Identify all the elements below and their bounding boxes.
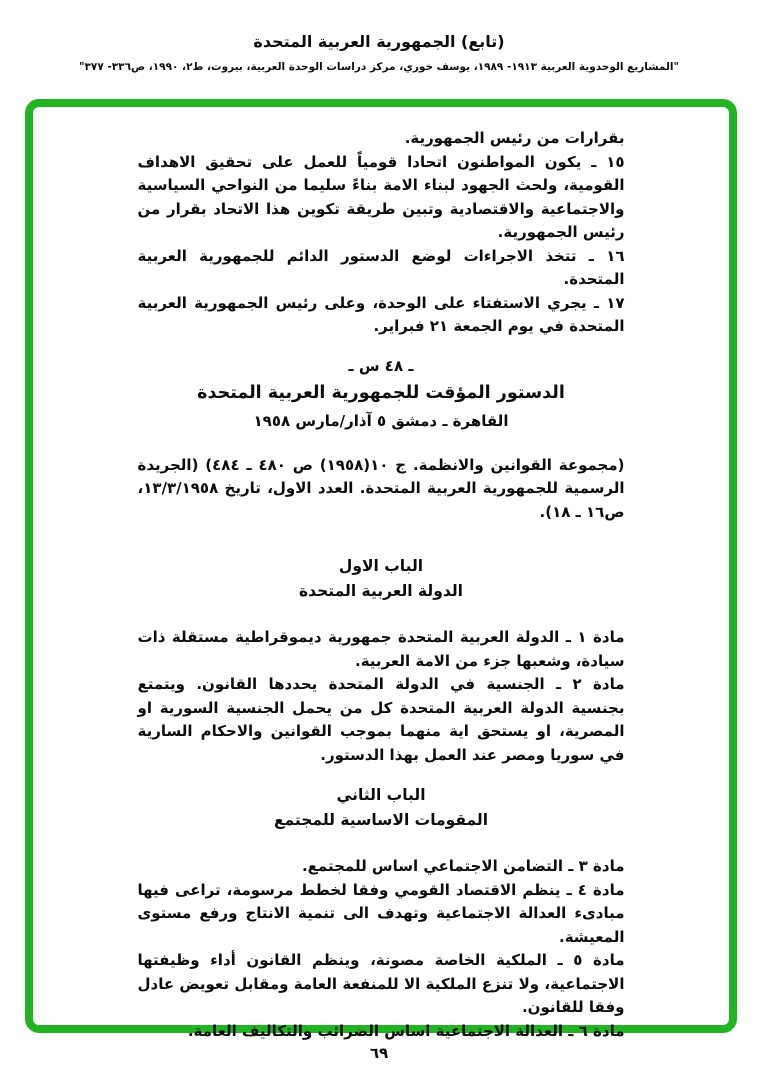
section-1-title: الدولة العربية المتحدة: [299, 582, 463, 600]
article-2: مادة ٢ ـ الجنسية في الدولة المتحدة يحددها القانون. ويتمتع بجنسية الدولة العربية المتحدة كل من يحمل الجنسية السورية او المصرية، او يستحق اية منهما بموجب القوانين والاحكام السارية في سوريا ومصر عند العمل بهذا الدستور.: [137, 675, 625, 764]
source-note: (مجموعة القوانين والانظمة. ج ١٠(١٩٥٨) ص ٤٨٠ ـ ٤٨٤) (الجريدة الرسمية للجمهورية العربية المتحدة. العدد الاول، تاريخ ١٣/٣/١٩٥٨، ص١٦ ـ ١٨).: [137, 455, 625, 521]
document-heading: [138, 354, 625, 434]
clause-16: ١٦ ـ تتخذ الاجراءات لوضع الدستور الدائم للجمهورية العربية المتحدة.: [137, 246, 625, 288]
paragraph-continuation: بقرارات من رئيس الجمهورية.: [404, 129, 625, 147]
article-5: مادة ٥ ـ الملكية الخاصة مصونة، وينظم القانون أداء وظيفتها الاجتماعية، ولا تنزع الملكية الا للمنفعة العامة ومقابل تعويض عادل وفقا للقانون.: [137, 951, 625, 1016]
article-4: مادة ٤ ـ ينظم الاقتصاد القومي وفقا لخطط مرسومة، تراعى فيها مبادىء العدالة الاجتماعية وتهدف الى تنمية الانتاج ورفع مستوى المعيشة.: [137, 880, 625, 946]
section-2-title: المقومات الاساسية للمجتمع: [273, 811, 489, 829]
document-title: الدستور المؤقت للجمهورية العربية المتحدة: [197, 382, 565, 403]
header-citation: "المشاريع الوحدوية العربية ١٩١٣- ١٩٨٩، يوسف خوري، مركز دراسات الوحدة العربية، بيروت، ط٢، ١٩٩٠، ص٣٣٦- ٣٧٧": [79, 61, 679, 73]
clause-17: ١٧ ـ يجري الاستفتاء على الوحدة، وعلى رئيس الجمهورية العربية المتحدة في يوم الجمعة ٢١ فبراير.: [137, 293, 625, 335]
section-1-heading: [138, 554, 625, 604]
clause-15: ١٥ ـ يكون المواطنون اتحادا قومياً للعمل على تحقيق الاهداف القومية، ولحث الجهود لبناء الامة بناءً سليما من النواحي السياسية والاجتماعية والاقتصادية وتبين طريقة تكوين هذا الاتحاد بقرار من رئيس الجمهورية.: [137, 152, 625, 241]
text-column: [138, 107, 625, 1043]
page-number: ٦٩: [369, 1044, 389, 1062]
document-place-date: القاهرة ـ دمشق ٥ آذار/مارس ١٩٥٨: [253, 411, 509, 430]
section-2-chapter: الباب الثاني: [336, 786, 426, 804]
section-2-heading: [138, 783, 625, 833]
article-6: مادة ٦ ـ العدالة الاجتماعية اساس الضرائب والتكاليف العامة.: [187, 1021, 625, 1040]
content-border-box: [25, 99, 737, 1040]
article-3: مادة ٣ ـ التضامن الاجتماعي اساس للمجتمع.: [301, 857, 625, 875]
header-title: (تابع) الجمهورية العربية المتحدة: [253, 32, 505, 51]
section-1-chapter: الباب الاول: [338, 557, 424, 575]
article-1: مادة ١ ـ الدولة العربية المتحدة جمهورية ديموقراطية مستقلة ذات سيادة، وشعبها جزء من الامة العربية.: [137, 628, 625, 670]
page-header: [0, 0, 758, 73]
document-entry-number: ـ ٤٨ س ـ: [348, 356, 414, 375]
